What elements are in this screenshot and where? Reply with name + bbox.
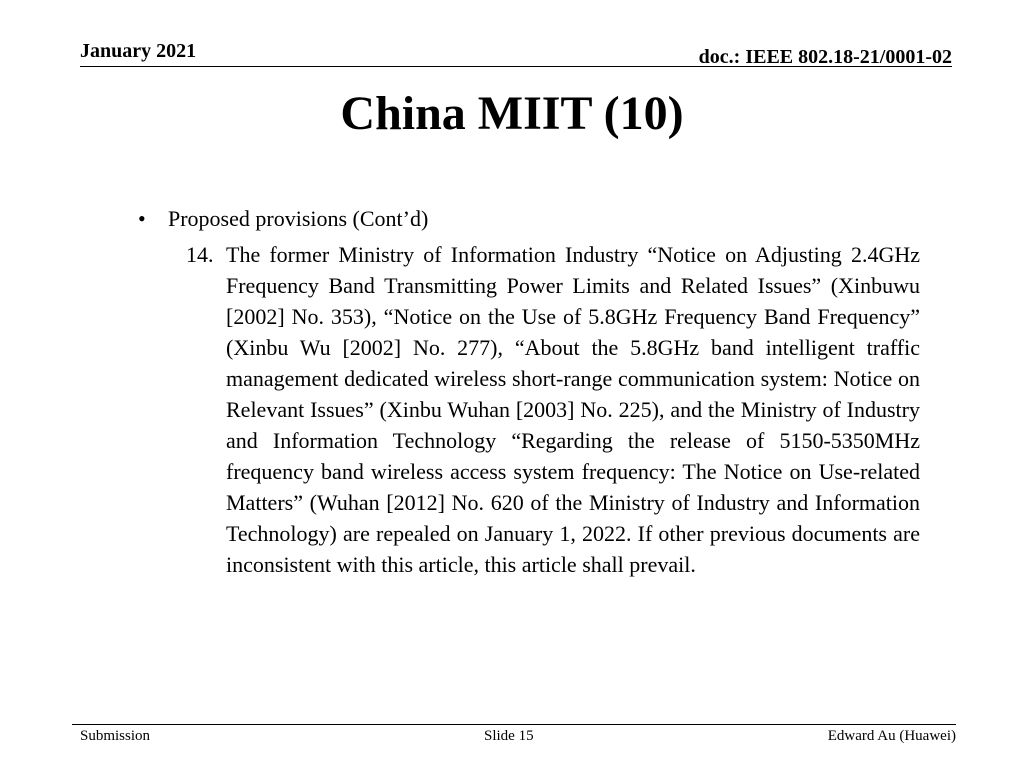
bullet-item [138,203,920,235]
footer-submission: Submission [80,728,151,744]
footer-author: Edward Au (Huawei) [827,728,956,744]
slide-body [138,203,920,580]
footer-slide-number: Slide 15 [484,728,534,744]
bullet-icon: • [138,206,146,231]
item-text: The former Ministry of Information Industry “Notice on Adjusting 2.4GHz Frequency Band Transmitting Power Limits and Related Issues” (Xinbuwu [2002] No. 353), “Notice on the Use of 5.8GHz Frequency Band Frequency” (Xinbu Wu [2002] No. 277), “About the 5.8GHz band intelligent traffic management dedicated wireless short-range communication system: Notice on Relevant Issues” (Xinbu Wuhan [2003] No. 225), and the Ministry of Industry and Information Technology “Regarding the release of 5150-5350MHz frequency band wireless access system frequency: The Notice on Use-related Matters” (Wuhan [2012] No. 620 of the Ministry of Industry and Information Technology) are repealed on January 1, 2022. If other previous documents are inconsistent with this article, this article shall prevail. [226,242,920,577]
numbered-item [186,239,920,580]
header-doc-reference: doc.: IEEE 802.18-21/0001-02 [698,46,952,68]
item-number: 14. [186,242,214,267]
slide-title: China MIIT (10) [340,87,684,140]
header-date: January 2021 [80,40,197,62]
header-divider [80,66,952,67]
footer-divider [72,724,956,725]
bullet-text: Proposed provisions (Cont’d) [168,206,429,231]
